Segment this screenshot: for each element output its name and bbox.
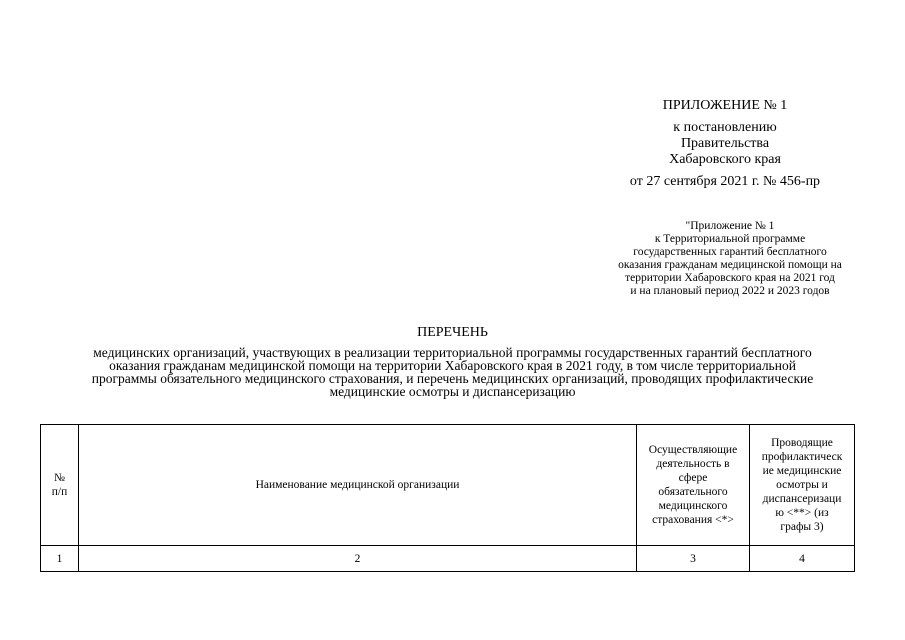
column-number: 3 <box>637 546 750 572</box>
document-heading: ПЕРЕЧЕНЬ <box>417 325 488 340</box>
subheading-line: оказания гражданам медицинской помощи на территории Хабаровского края в 2021 году, в том числе территориальной <box>109 358 796 373</box>
prior-appendix-line: оказания гражданам медицинской помощи на <box>618 259 842 271</box>
header-text: сфере <box>678 472 708 484</box>
prior-appendix-block <box>580 220 880 298</box>
header-text: ю <**> (из <box>775 507 829 519</box>
header-preventive-exams <box>750 425 855 546</box>
appendix-title: ПРИЛОЖЕНИЕ № 1 <box>662 98 788 113</box>
appendix-block <box>594 98 856 190</box>
appendix-line: Хабаровского края <box>669 152 781 167</box>
document-subheading <box>40 346 865 398</box>
table-header-row <box>41 425 855 546</box>
appendix-date: от 27 сентября 2021 г. № 456-пр <box>629 174 821 189</box>
prior-appendix-line: "Приложение № 1 <box>685 220 775 232</box>
prior-appendix-line: государственных гарантий бесплатного <box>633 246 827 258</box>
header-text: диспансеризаци <box>762 493 842 505</box>
subheading-line: медицинские осмотры и диспансеризацию <box>329 384 576 399</box>
appendix-line: Правительства <box>680 136 770 151</box>
prior-appendix-line: и на плановый период 2022 и 2023 годов <box>630 285 830 297</box>
header-text: страхования <*> <box>652 514 734 526</box>
header-text: № <box>54 472 65 484</box>
header-text: профилактическ <box>761 451 843 463</box>
header-text: медицинского <box>658 500 728 512</box>
header-text: Проводящие <box>771 437 833 449</box>
appendix-line: к постановлению <box>673 120 777 135</box>
prior-appendix-line: территории Хабаровского края на 2021 год <box>625 272 835 284</box>
prior-appendix-line: к Территориальной программе <box>654 233 806 245</box>
header-text: п/п <box>51 486 68 498</box>
column-number-row <box>41 546 855 572</box>
header-text: Осуществляющие <box>648 444 738 456</box>
column-number: 1 <box>41 546 79 572</box>
column-number: 2 <box>79 546 637 572</box>
organizations-table <box>40 424 855 572</box>
column-number: 4 <box>750 546 855 572</box>
header-text: ие медицинские <box>762 465 842 477</box>
header-number <box>41 425 79 546</box>
header-organization-name: Наименование медицинской организации <box>79 425 637 546</box>
subheading-line: медицинских организаций, участвующих в реализации территориальной программы государственных гарантий бесплатного <box>93 345 812 360</box>
header-text: осмотры и <box>776 479 828 491</box>
subheading-line: программы обязательного медицинского страхования, и перечень медицинских организаций, проводящих профилактические <box>91 371 814 386</box>
header-text: обязательного <box>658 486 728 498</box>
header-oms <box>637 425 750 546</box>
header-text: графы 3) <box>780 521 824 533</box>
header-text: деятельность в <box>656 458 730 470</box>
